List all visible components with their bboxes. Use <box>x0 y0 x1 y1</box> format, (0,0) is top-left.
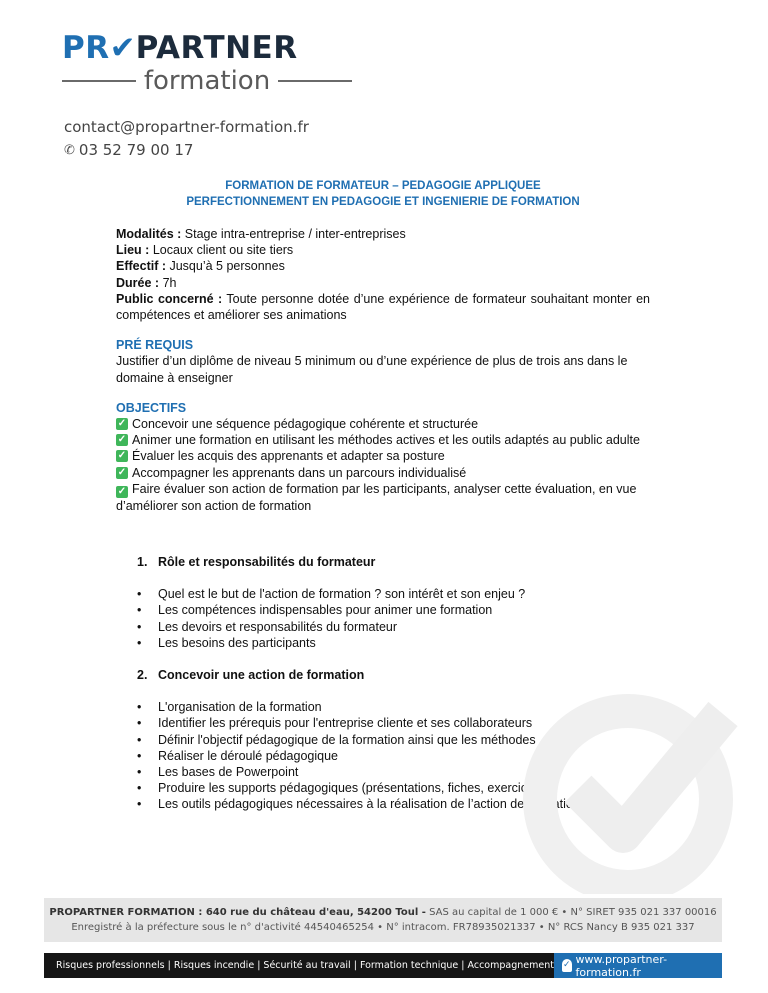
objectif-item <box>116 448 650 464</box>
list-item-text: Les besoins des participants <box>158 635 316 650</box>
info-public <box>116 291 650 323</box>
list-item <box>137 732 657 748</box>
prerequis-heading: PRÉ REQUIS <box>116 338 194 353</box>
info-value: 7h <box>162 275 177 290</box>
list-item <box>137 602 657 618</box>
info-effectif <box>116 258 650 274</box>
document-title <box>116 178 650 210</box>
check-icon: ✓ <box>117 450 127 462</box>
bullet-icon: • <box>137 635 142 650</box>
list-item <box>137 780 657 796</box>
list-item-text: Les bases de Powerpoint <box>158 765 299 780</box>
logo-wordmark <box>62 30 298 66</box>
objectif-text: Concevoir une séquence pédagogique cohérente et structurée <box>132 417 479 432</box>
contact-block <box>64 118 309 159</box>
list-item-text: L'organisation de la formation <box>158 700 322 715</box>
list-item <box>137 635 657 651</box>
title-line-1: FORMATION DE FORMATEUR – PEDAGOGIE APPLIQUEE <box>225 180 541 192</box>
footer-legal-line-2: Enregistré à la préfecture sous le n° d'activité 44540465254 • N° intracom. FR78935021337 • N° RCS Nancy B 935 021 337 <box>71 922 695 933</box>
section-title <box>137 667 657 683</box>
phone-icon: ✆ <box>64 142 75 158</box>
section-title-text: Rôle et responsabilités du formateur <box>158 555 376 569</box>
footer-nav-bar <box>44 953 722 978</box>
list-item-text: Les outils pédagogiques nécessaires à la réalisation de l’action de formation <box>158 797 580 812</box>
objectif-text: Évaluer les acquis des apprenants et adapter sa posture <box>132 449 445 464</box>
objectifs-heading: OBJECTIFS <box>116 400 187 415</box>
list-item-text: Définir l'objectif pédagogique de la formation ainsi que les méthodes <box>158 732 536 747</box>
list-item-text: Les compétences indispensables pour animer une formation <box>158 603 493 618</box>
check-icon: ✓ <box>117 466 127 478</box>
section-bullets <box>137 586 657 651</box>
list-item-text: Quel est le but de l'action de formation ? son intérêt et son enjeu ? <box>158 587 526 602</box>
section-number: 2. <box>137 668 148 682</box>
contact-phone-row <box>64 141 309 159</box>
list-item <box>137 699 657 715</box>
list-item <box>137 764 657 780</box>
location-pin-icon: ✓ <box>562 960 571 970</box>
objectif-text: Faire évaluer son action de formation par les participants, analyser cette évaluation, en vue d’améliorer son action de formation <box>116 481 637 513</box>
objectif-item <box>116 465 650 481</box>
logo-check-icon: ✔ <box>109 30 137 66</box>
section-number: 1. <box>137 555 148 569</box>
section-title-text: Concevoir une action de formation <box>158 668 365 682</box>
objectif-item <box>116 432 650 448</box>
info-label: Modalités : <box>116 227 182 241</box>
bullet-icon: • <box>137 797 142 812</box>
bullet-icon: • <box>137 781 142 796</box>
bullet-icon: • <box>137 619 142 634</box>
section-bullets <box>137 699 657 812</box>
info-label: Effectif : <box>116 259 166 274</box>
list-item <box>137 748 657 764</box>
bullet-icon: • <box>137 748 142 763</box>
bullet-icon: • <box>137 716 142 731</box>
list-item-text: Identifier les prérequis pour l'entreprise cliente et ses collaborateurs <box>158 716 533 731</box>
list-item-text: Produire les supports pédagogiques (présentations, fiches, exercices) <box>158 781 545 796</box>
section-1 <box>137 554 657 651</box>
bullet-icon: • <box>137 587 142 602</box>
logo-text-pr: PR <box>62 30 110 66</box>
footer-company: PROPARTNER FORMATION : 640 rue du château d'eau, 54200 Toul - <box>49 907 426 918</box>
bullet-icon: • <box>137 700 142 715</box>
list-item-text: Les devoirs et responsabilités du formateur <box>158 619 398 634</box>
logo-subtitle-text: formation <box>143 66 271 96</box>
list-item-text: Réaliser le déroulé pédagogique <box>158 748 338 763</box>
contact-phone[interactable]: 03 52 79 00 17 <box>78 141 194 159</box>
footer-website-link[interactable] <box>554 953 722 978</box>
info-label: Lieu : <box>116 243 150 258</box>
logo-divider-left <box>62 80 136 82</box>
section-title <box>137 554 657 570</box>
logo-text-partner: PARTNER <box>135 30 298 66</box>
bullet-icon: • <box>137 603 142 618</box>
logo-subtitle <box>62 66 352 96</box>
section-2 <box>137 667 657 813</box>
course-details <box>116 226 650 514</box>
list-item <box>137 796 657 812</box>
check-icon: ✓ <box>117 418 127 430</box>
footer-website-text[interactable]: www.propartner-formation.fr <box>575 952 668 979</box>
bullet-icon: • <box>137 765 142 780</box>
logo-divider-right <box>278 80 352 82</box>
objectif-item <box>116 416 650 432</box>
objectif-item <box>116 481 650 514</box>
logo <box>62 30 352 96</box>
info-value: Toute personne dotée d’une expérience de formateur souhaitant monter en compétences et améliorer ses animations <box>116 291 650 323</box>
contact-email[interactable]: contact@propartner-formation.fr <box>64 118 309 136</box>
info-value: Locaux client ou site tiers <box>152 243 294 258</box>
prerequis-text: Justifier d’un diplôme de niveau 5 minimum ou d’une expérience de plus de trois ans dans le domaine à enseigner <box>116 354 628 385</box>
list-item <box>137 715 657 731</box>
footer-legal-text: SAS au capital de 1 000 € • N° SIRET 935 021 337 00016 <box>425 907 717 918</box>
bullet-icon: • <box>137 732 142 747</box>
info-value: Stage intra-entreprise / inter-entreprises <box>184 227 406 241</box>
info-lieu <box>116 242 650 258</box>
footer-nav-items: Risques professionnels | Risques incendie | Sécurité au travail | Formation technique | Accompagnement <box>56 960 554 971</box>
info-duree <box>116 275 650 291</box>
list-item <box>137 619 657 635</box>
objectif-text: Animer une formation en utilisant les méthodes actives et les outils adaptés au public adulte <box>132 433 640 448</box>
info-label: Durée : <box>116 275 160 290</box>
info-value: Jusqu’à 5 personnes <box>169 259 285 274</box>
check-icon: ✓ <box>117 485 127 497</box>
title-line-2: PERFECTIONNEMENT EN PEDAGOGIE ET INGENIERIE DE FORMATION <box>186 196 580 208</box>
check-icon: ✓ <box>117 434 127 446</box>
info-modalites <box>116 226 650 242</box>
objectif-text: Accompagner les apprenants dans un parcours individualisé <box>132 465 467 480</box>
footer-legal-line-1 <box>44 905 722 920</box>
list-item <box>137 586 657 602</box>
footer-legal <box>44 898 722 942</box>
info-label: Public concerné : <box>116 291 223 306</box>
